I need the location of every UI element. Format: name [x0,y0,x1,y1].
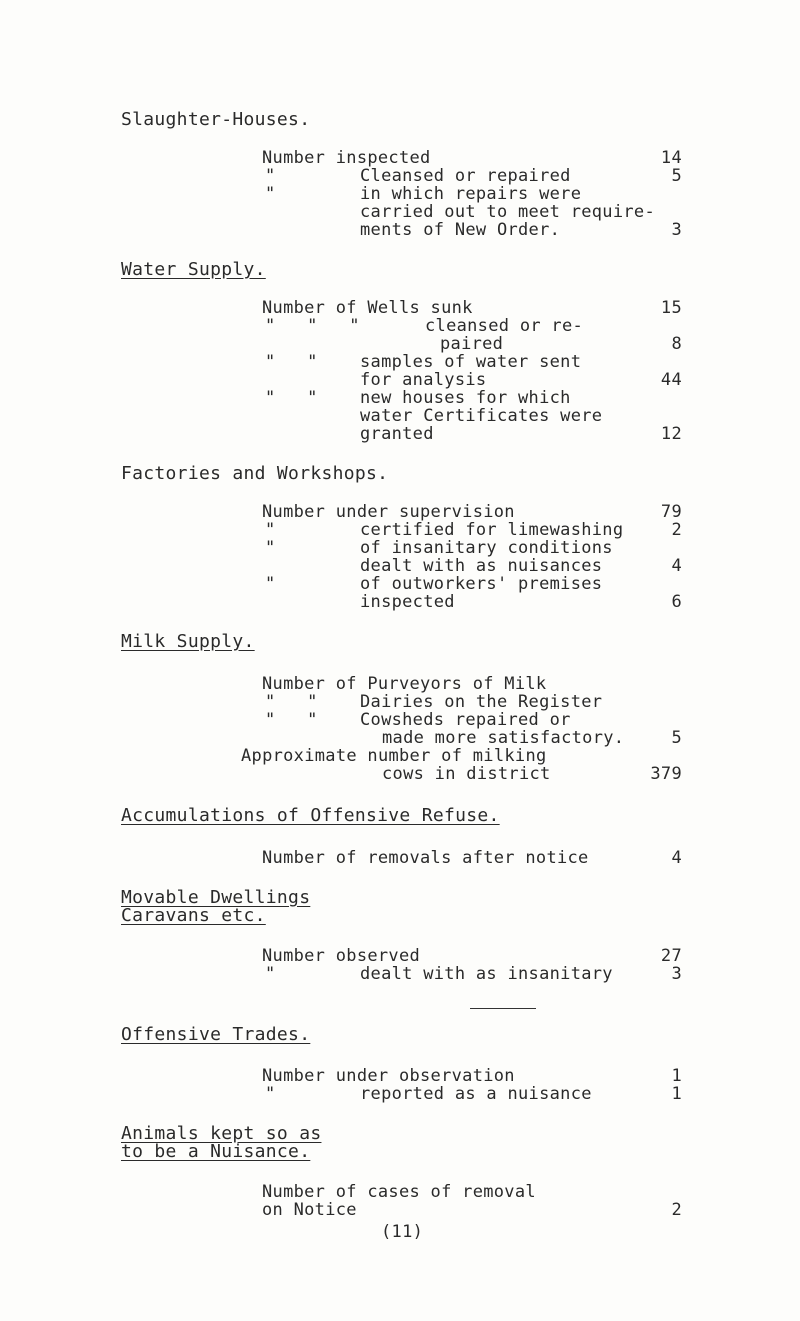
milk-line-2: Dairies on the Register [360,692,603,712]
section-divider [470,1008,536,1009]
section-heading-factories: Factories and Workshops. [121,463,389,484]
factories-line-1: Number under supervision [262,502,515,522]
trades-line-2: reported as a nuisance [360,1084,592,1104]
ditto-mark: " [265,184,276,204]
ditto-mark: " " " [265,316,360,336]
value-removal-on-notice: 2 [671,1200,682,1220]
value-trades-observed: 1 [671,1066,682,1086]
water-line-1: Number of Wells sunk [262,298,473,318]
trades-line-1: Number under observation [262,1066,515,1086]
factories-line-3: of insanitary conditions [360,538,613,558]
value-under-supervision: 79 [660,502,682,522]
factories-line-2: certified for limewashing [360,520,624,540]
value-removals-after-notice: 4 [671,848,682,868]
milk-line-3: Cowsheds repaired or [360,710,571,730]
ditto-mark: " [265,964,276,984]
value-slaughter-repairs: 3 [671,220,682,240]
ditto-mark: " [265,574,276,594]
slaughter-line-3: in which repairs were [360,184,582,204]
milk-line-1: Number of Purveyors of Milk [262,674,547,694]
section-subheading-caravans: Caravans etc. [121,905,266,926]
value-cowsheds-repaired: 5 [671,728,682,748]
value-water-certificates: 12 [660,424,682,444]
factories-line-4: dealt with as nuisances [360,556,603,576]
animals-line-1: Number of cases of removal [262,1182,536,1202]
factories-line-5: of outworkers' premises [360,574,603,594]
slaughter-line-1: Number inspected [262,148,431,168]
section-heading-water-supply: Water Supply. [121,259,266,280]
milk-line-6: cows in district [382,764,551,784]
section-heading-animals: Animals kept so as [121,1123,322,1144]
value-dwellings-observed: 27 [660,946,682,966]
value-milking-cows: 379 [650,764,682,784]
slaughter-line-4: carried out to meet require- [360,202,655,222]
section-heading-offensive-trades: Offensive Trades. [121,1024,311,1045]
ditto-mark: " " [265,710,318,730]
section-subheading-nuisance: to be a Nuisance. [121,1141,311,1162]
animals-line-2: on Notice [262,1200,357,1220]
ditto-mark: " [265,1084,276,1104]
section-heading-movable-dwellings: Movable Dwellings [121,887,311,908]
movable-line-1: Number observed [262,946,421,966]
water-line-4: samples of water sent [360,352,582,372]
value-wells-cleansed: 8 [671,334,682,354]
refuse-line-1: Number of removals after notice [262,848,589,868]
section-heading-milk-supply: Milk Supply. [121,631,255,652]
value-slaughter-cleansed: 5 [671,166,682,186]
slaughter-line-5: ments of New Order. [360,220,561,240]
ditto-mark: " [265,166,276,186]
milk-line-5: Approximate number of milking [241,746,547,766]
water-line-7: water Certificates were [360,406,603,426]
value-outworkers-premises: 6 [671,592,682,612]
section-heading-refuse: Accumulations of Offensive Refuse. [121,805,500,826]
value-slaughter-inspected: 14 [660,148,682,168]
water-line-2: cleansed or re- [425,316,584,336]
section-heading-slaughter-houses: Slaughter-Houses. [121,109,311,130]
water-line-6: new houses for which [360,388,571,408]
value-limewashing: 2 [671,520,682,540]
value-samples-sent: 44 [660,370,682,390]
ditto-mark: " [265,520,276,540]
value-trades-nuisance: 1 [671,1084,682,1104]
value-dwellings-insanitary: 3 [671,964,682,984]
water-line-3: paired [440,334,504,354]
factories-line-6: inspected [360,592,455,612]
page-number: (11) [381,1222,424,1242]
ditto-mark: " " [265,388,318,408]
movable-line-2: dealt with as insanitary [360,964,613,984]
ditto-mark: " " [265,352,318,372]
slaughter-line-2: Cleansed or repaired [360,166,571,186]
water-line-5: for analysis [360,370,487,390]
milk-line-4: made more satisfactory. [382,728,625,748]
ditto-mark: " [265,538,276,558]
value-wells-sunk: 15 [660,298,682,318]
ditto-mark: " " [265,692,318,712]
value-insanitary-nuisances: 4 [671,556,682,576]
water-line-8: granted [360,424,434,444]
